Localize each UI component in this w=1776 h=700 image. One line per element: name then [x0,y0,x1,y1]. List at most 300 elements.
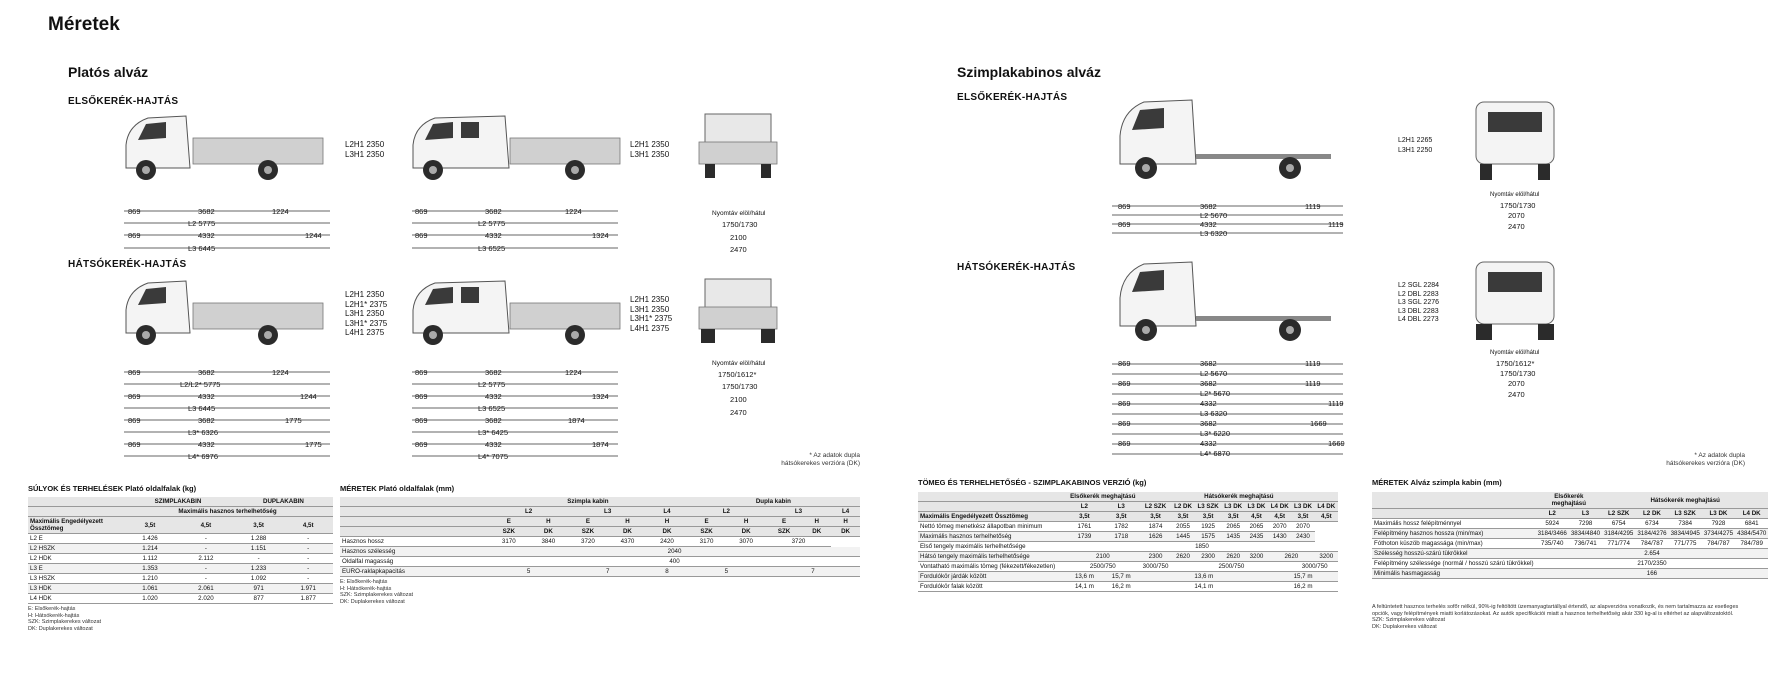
dim-total-length: L2/L2* 5775 [180,380,221,389]
table-cell: Első tengely maximális terhelhetősége [918,542,1066,552]
table-cell: L3 E [28,564,122,574]
table-cell: Hátsó tengely maximális terhelhetősége [918,552,1066,562]
table-cell: 736/741 [1569,539,1602,549]
dim-rear-overhang: 1119 [1328,220,1344,229]
dim-rear-overhang: 1224 [272,207,289,216]
table-cell: - [178,544,234,554]
table-cell: 3720 [568,537,608,547]
dim-wheelbase: 3682 [1200,359,1217,368]
table-cell: 7 [766,567,860,577]
table-cell: 3200 [1245,552,1268,562]
dim-front-overhang: 869 [415,392,428,401]
dim-total-length: L2 5670 [1200,369,1228,378]
table-cell: 16,2 m [1268,582,1338,592]
table-cell: Vontatható maximális tömeg (fékezett/fékezetlen) [918,562,1066,572]
rwd-label: HÁTSÓKERÉK-HAJTÁS [68,259,187,270]
section-title-chassis: Szimplakabinos alváz [957,64,1101,80]
table-cell: - [283,554,333,564]
dim-total-length: L3 6445 [188,244,216,253]
table-cell: 2040 [489,547,860,557]
dim-track: 1750/1730 [1500,369,1536,378]
dim-front-overhang: 869 [415,416,428,425]
table-cell: SZK [568,527,608,537]
dim-front-overhang: 869 [415,207,428,216]
dim-total-length: L2 5775 [478,219,506,228]
table-cell: DK [831,527,860,537]
dim-rear-overhang: 1244 [300,392,317,401]
dim-total-length: L3 6525 [478,244,506,253]
table-cell: 2420 [647,537,687,547]
table-cell: DK [647,527,687,537]
table-cell: L4 DK [1268,502,1291,512]
table-cell: L2 DK [1171,502,1194,512]
height-list-chassis-rwd: L2 SGL 2284 L2 DBL 2283 L3 SGL 2276 L3 DBL 2283 L4 DBL 2273 [1398,282,1439,323]
table-cell: 4384/5470 [1737,530,1767,537]
table-row [918,542,1338,552]
table-cell: DK [726,527,766,537]
chassis-side-drawing-rwd [1112,258,1342,348]
table-cell: L2 HDK [28,554,122,564]
dim-rear-overhang: 1119 [1305,359,1321,368]
table-cell: L2 SZK [1602,509,1635,519]
table-cell: 4,5t [1245,512,1268,522]
dim-total-length: L2* 5670 [1200,389,1231,398]
dim-total-length: L3 6320 [1200,409,1228,418]
dim-rear-overhang: 1874 [568,416,585,425]
table-cell: 2620 [1222,552,1245,562]
table-row [28,534,333,544]
table-cell: 2430 [1291,532,1314,542]
dim-track: 1750/1730 [722,382,758,391]
table-cell: 771/774 [1602,539,1635,549]
table-row [28,574,333,584]
table-cell: - [283,564,333,574]
table-cell: 2.112 [178,554,234,564]
dim-total-length: L2 5775 [478,380,506,389]
dim-front-overhang: 869 [1118,439,1131,448]
table-cell: 2435 [1245,532,1268,542]
table-row [918,572,1338,582]
table-cell: L2 HSZK [28,544,122,554]
dim-rear-overhang: 1775 [285,416,302,425]
table-cell: L3 HDK [28,584,122,594]
table-cell: SZK [687,527,727,537]
table-cell: 166 [1536,569,1769,579]
table-cell: L3 [1569,509,1602,519]
table-cell: 2.654 [1536,549,1769,559]
dim-rear-overhang: 1224 [565,207,582,216]
table-cell: 1.214 [122,544,178,554]
table-row [918,582,1338,592]
table-cell: 784/789 [1735,539,1768,549]
dimension-lines-fwd-double [408,205,628,255]
table-cell: 3,5t [1291,512,1314,522]
table-cell: H [802,517,831,527]
truck-rear-drawing-fwd [695,112,785,187]
table-row [340,557,860,567]
table-row [1372,539,1768,549]
dim-front-overhang: 869 [1118,359,1131,368]
table-cell: 771/775 [1669,539,1702,549]
table-cell: 15,7 m [1268,572,1338,582]
table-cell: DK [802,527,831,537]
table-cell: 1626 [1140,532,1172,542]
dim-wheelbase: 3682 [485,207,502,216]
table-cell: E [687,517,727,527]
table-cell: 784/787 [1702,539,1735,549]
dim-rear-overhang: 1324 [592,231,609,240]
dim-total-length: L3* 6425 [478,428,509,437]
table-cell: EURO-raklapkapacitás [340,567,489,577]
table-cell: 400 [489,557,860,567]
table-cell: 2070 [1268,522,1291,532]
platform-dimensions-table: Szimpla kabin Dupla kabin L2 L3 L4 L2 L3 L4 E H E H H E H E H H SZK DK SZK DK DK SZK DK SZK DK DK Hasznos hossz 3170 3840 3720 4370 2420 3170 3070 3720 Hasznos szélesség 2040 Oldalfal magasság 400 EURO-raklapkapacitás 5 7 8 5 7 [340,497,860,577]
dim-front-overhang: 869 [415,231,428,240]
table-cell: 971 [234,584,284,594]
dim-rear-overhang: 1119 [1328,399,1344,408]
table-cell: 1.092 [234,574,284,584]
dim-width: 2070 [1508,379,1525,388]
table-cell: L3 DK [1702,509,1735,519]
table-cell: H [647,517,687,527]
table-cell: 1.233 [234,564,284,574]
table-cell: Fordulókör járdák között [918,572,1066,582]
table-cell: Fóthoton küszöb magassága (min/max) [1372,539,1536,549]
table-cell: 2620 [1171,552,1194,562]
table-row [918,522,1338,532]
table-cell: 3840 [529,537,569,547]
dim-front-overhang: 869 [1118,202,1131,211]
table-cell: 15,7 m [1103,572,1140,582]
table-cell: Nettó tömeg menetkész állapotban minimum [918,522,1066,532]
dim-rear-overhang: 1119 [1305,379,1321,388]
footnote: * Az adatok dupla hátsókerekes verzióra (DK) [781,452,860,467]
table-cell: E [489,517,529,527]
section-title-platform: Platós alváz [68,64,149,80]
dim-front-overhang: 869 [1118,419,1131,428]
table-row [1372,559,1768,569]
table-cell: 1.877 [283,594,333,604]
table-cell: 877 [234,594,284,604]
table-cell: 5 [687,567,766,577]
fwd-label: ELSŐKERÉK-HAJTÁS [957,92,1068,103]
table-row [918,532,1338,542]
weights-table: SZIMPLAKABIN DUPLAKABIN Maximális hasznos terhelhetőség Maximális Engedélyezett Össztömeg 3,5t 4,5t 3,5t 4,5t L2 E 1.426 - 1.288 - L2 HSZK 1.214 - 1.151 - L2 HDK 1.112 2.112 - - L3 E 1.353 - 1.233 - L3 HSZK 1.210 - 1.092 - L3 HDK 1.061 2.061 971 1.971 L4 HDK 1.020 2.020 877 1.877 [28,497,333,604]
dimension-lines-fwd-single [120,205,340,255]
dim-width: 2070 [1508,211,1525,220]
table-cell: 7384 [1669,519,1702,529]
chassis-rear-drawing-rwd [1470,258,1560,348]
dim-wheelbase: 3682 [485,368,502,377]
chassis-side-drawing-fwd [1112,96,1342,186]
dim-wheelbase: 4332 [198,231,215,240]
table-cell: 2620 [1268,552,1315,562]
table-cell: 6734 [1635,519,1668,529]
table-legend: E: Elsőkerék-hajtás H: Hátsókerék-hajtás SZK: Szimplakerekes változat DK: Duplakerekes változat [340,579,414,605]
table-cell: 2300 [1140,552,1172,562]
height-list-fwd-single: L2H1 2350 L3H1 2350 [345,140,385,159]
chassis-rear-drawing-fwd [1470,98,1560,188]
truck-side-drawing-rwd-single [118,275,348,355]
table-cell: Szélesség hosszú-szárú tükrökkel [1372,549,1536,559]
table-cell: 3834/4840 [1570,530,1601,537]
dim-width-mirrors: 2470 [730,408,747,417]
table-cell: 3,5t [1222,512,1245,522]
table-cell: - [283,544,333,554]
table-row [340,537,860,547]
table-cell: L4 DK [1735,509,1768,519]
page-title: Méretek [48,14,120,35]
table-cell: 1874 [1140,522,1172,532]
table-cell: - [234,554,284,564]
table-cell: H [608,517,648,527]
dim-width-mirrors: 2470 [730,245,747,254]
chassis-dimensions-table: Elsőkerék meghajtású Hátsókerék meghajtású L2 L3 L2 SZK L2 DK L3 SZK L3 DK L4 DK Maximális hossz felépítménnyel 5924 7298 6754 6734 7384 7928 6841 Felépítmény hasznos hossza (min/max) 3184/3466 3834/4840 3184/4295 3184/4276 3834/4945 3734/4275 4384/5470 Fóthoton küszöb magassága (min/max) 735/740 736/741 771/774 784/787 771/775 784/787 784/789 Szélesség hosszú-szárú tükrökkel 2.654 Felépítmény szélessége (normál / hosszú szárú tükrökkel) 2170/2350 Minimális hasmagasság 166 [1374,493,1767,577]
table-cell: 1761 [1066,522,1103,532]
table-cell: L3 [1103,502,1140,512]
dim-wheelbase: 3682 [485,416,502,425]
table-cell: 14,1 m [1140,582,1268,592]
dim-front-overhang: 869 [128,368,141,377]
table-cell: L2 [1536,509,1569,519]
dim-total-length: L3* 6326 [188,428,219,437]
table-cell: Felépítmény szélessége (normál / hosszú szárú tükrökkel) [1374,560,1534,567]
table-cell: 1.151 [234,544,284,554]
dim-front-overhang: 869 [1118,220,1131,229]
dim-width-mirrors: 2470 [1508,390,1525,399]
table-cell: 16,2 m [1103,582,1140,592]
dim-total-length: L4* 7075 [478,452,509,461]
dim-total-length: L2 5670 [1200,211,1228,220]
table-legend: A feltüntetett hasznos terhelés sofőr nélkül, 90%-ig feltöltött üzemanyagtartállyal értendő, az alapverzióra vonatkozik, és nem tartalmazza az esetleges opciók, vagy felépítmények miatti korlátozásokat. Az autók specifikációi miatt a hasznos terhelhetőség akár 330 kg-al is eltérhet az alapváltozatoktól. SZK: Szimplakerekes változat DK: Duplakerekes változat [1372,604,1739,630]
dim-wheelbase: 4332 [485,231,502,240]
table-legend: E: Elsőkerék-hajtás H: Hátsókerék-hajtás SZK: Szimplakerekes változat DK: Duplakerekes változat [28,606,102,632]
table-row [28,554,333,564]
table-cell: 2070 [1291,522,1314,532]
dimension-lines-rwd-double [408,368,628,466]
table-cell: 1.020 [122,594,178,604]
table-cell: 7298 [1569,519,1602,529]
table-cell: L3 DK [1291,502,1314,512]
table-cell: L3 SZK [1669,509,1702,519]
height-list-chassis-fwd: L2H1 2265 L3H1 2250 [1398,137,1433,154]
table-cell: Maximális hasznos terhelhetőség [918,532,1066,542]
truck-side-drawing-rwd-double [405,275,635,355]
table-cell: 1.210 [122,574,178,584]
table-cell: DK [529,527,569,537]
dim-wheelbase: 3682 [198,207,215,216]
table-cell: 1.061 [122,584,178,594]
height-list-rwd-double: L2H1 2350 L3H1 2350 L3H1* 2375 L4H1 2375 [630,295,673,333]
table-row [28,594,333,604]
table-cell: 3000/750 [1291,562,1338,572]
table-cell: L4 DK [1315,502,1338,512]
table-cell: 3170 [489,537,529,547]
table-cell: L3 DK [1245,502,1268,512]
table-title-dimensions: MÉRETEK Plató oldalfalak (mm) [340,484,455,493]
dim-total-length: L4* 6976 [188,452,219,461]
table-row [1372,529,1768,539]
table-cell: 2500/750 [1066,562,1140,572]
table-cell: 5924 [1536,519,1569,529]
table-cell: 1.426 [122,534,178,544]
table-cell: 784/787 [1635,539,1668,549]
table-cell: 2300 [1195,552,1222,562]
dim-rear-overhang: 1669 [1328,439,1345,448]
table-cell: 2055 [1171,522,1194,532]
table-cell: 735/740 [1536,539,1569,549]
table-cell: 1718 [1103,532,1140,542]
table-cell: Maximális hossz felépítménnyel [1372,519,1536,529]
table-cell: 3,5t [1103,512,1140,522]
table-cell: 1445 [1171,532,1194,542]
table-cell: 3170 [687,537,727,547]
table-cell: 2065 [1245,522,1268,532]
table-row [28,564,333,574]
dim-front-overhang: 869 [1118,379,1131,388]
table-cell: - [178,564,234,574]
table-cell: 2.020 [178,594,234,604]
dim-front-overhang: 869 [128,392,141,401]
table-cell: 13,6 m [1140,572,1268,582]
table-cell: 2500/750 [1171,562,1291,572]
table-cell: H [529,517,569,527]
table-cell: 8 [647,567,687,577]
table-cell: L3 DK [1222,502,1245,512]
dim-rear-overhang: 1244 [305,231,322,240]
truck-side-drawing-fwd-double [405,110,635,190]
chassis-mass-table: Elsőkerék meghajtású Hátsókerék meghajtású L2 L3 L2 SZK L2 DK L3 SZK L3 DK L3 DK L4 DK L3 DK L4 DK Maximális Engedélyezett Össztömeg 3,5t 3,5t 3,5t 3,5t 3,5t 3,5t 4,5t 4,5t 3,5t 4,5t Nettó tömeg menetkész állapotban minimum 1761 1782 1874 2055 1925 2065 2065 2070 2070 Maximális hasznos terhelhetőség 1739 1718 1626 1445 1575 1435 2435 1430 2430 Első tengely maximális terhelhetősége 1850 Hátsó tengely maximális terhelhetősége 2100 2300 2620 2300 2620 3200 2620 3200 Vontatható maximális tömeg (fékezett/fékezetlen) 2500/750 3000/750 2500/750 3000/750 Fordulókör járdák között 13,6 m 15,7 m 13,6 m 15,7 m Fordulókör falak között 14,1 m 16,2 m 14,1 m 16,2 m [918,492,1338,592]
table-cell: Hasznos szélesség [340,547,489,557]
table-cell: - [178,574,234,584]
track-caption: Nyomtáv elöl/hátul [712,360,766,367]
dim-track: 1750/1730 [722,220,758,229]
table-row [1372,549,1768,559]
dim-rear-overhang: 1874 [592,440,609,449]
table-cell: 1.353 [122,564,178,574]
table-cell: L2 SZK [1140,502,1172,512]
table-cell: 3200 [1315,552,1338,562]
table-cell: - [178,534,234,544]
dim-wheelbase: 4332 [1200,220,1217,229]
table-cell: 3,5t [1195,512,1222,522]
table-cell: 1739 [1066,532,1103,542]
table-row [340,547,860,557]
table-cell: H [831,517,860,527]
table-title-mass: TÖMEG ÉS TERHELHETŐSÉG - SZIMPLAKABINOS VERZIÓ (kg) [918,478,1147,487]
table-cell: L2 DK [1635,509,1668,519]
table-cell: 1575 [1195,532,1222,542]
dimension-lines-rwd-single [120,368,340,466]
dim-rear-overhang: 1224 [272,368,289,377]
dim-wheelbase: 4332 [485,392,502,401]
table-cell: 4370 [608,537,648,547]
table-cell: L3 SZK [1195,502,1222,512]
dim-rear-overhang: 1119 [1305,202,1321,211]
table-cell: 4,5t [1315,512,1338,522]
dimension-lines-chassis-rwd [1108,360,1353,462]
table-cell: 2170/2350 [1536,559,1769,569]
table-cell: 13,6 m [1066,572,1103,582]
table-cell: 3184/4276 [1637,530,1667,537]
truck-rear-drawing-rwd [695,277,785,352]
dim-front-overhang: 869 [128,440,141,449]
table-cell: 3,5t [1171,512,1194,522]
dim-wheelbase: 4332 [1200,399,1217,408]
dim-rear-overhang: 1224 [565,368,582,377]
dim-total-length: L2 5775 [188,219,216,228]
table-cell: 3070 [726,537,766,547]
table-cell: E [766,517,802,527]
dim-width: 2100 [730,233,747,242]
table-cell: 1925 [1195,522,1222,532]
dim-total-length: L3 6445 [188,404,216,413]
table-cell: 1.112 [122,554,178,564]
table-cell: H [726,517,766,527]
table-cell: Fordulókör falak között [918,582,1066,592]
dim-total-length: L4* 6870 [1200,449,1231,458]
dim-wheelbase: 4332 [198,392,215,401]
dim-front-overhang: 869 [128,207,141,216]
table-row [1372,519,1768,529]
table-cell: 6841 [1735,519,1768,529]
dim-track: 1750/1730 [1500,201,1536,210]
table-cell: Minimális hasmagasság [1372,569,1536,579]
table-cell: 14,1 m [1066,582,1103,592]
dim-wheelbase: 3682 [1200,379,1217,388]
table-cell: 7928 [1702,519,1735,529]
table-row [1372,569,1768,579]
dim-total-length: L3* 6220 [1200,429,1231,438]
table-cell: 6754 [1602,519,1635,529]
table-cell: SZK [489,527,529,537]
truck-side-drawing-fwd-single [118,110,348,190]
dim-wheelbase: 3682 [198,368,215,377]
table-cell: Oldalfal magasság [340,557,489,567]
table-row [918,562,1338,572]
table-cell: 1435 [1222,532,1245,542]
fwd-label: ELSŐKERÉK-HAJTÁS [68,96,179,107]
dim-wheelbase: 3682 [1200,202,1217,211]
table-cell: 3000/750 [1140,562,1172,572]
table-cell: L2 E [28,534,122,544]
dim-total-length: L3 6320 [1200,229,1228,238]
dim-front-overhang: 869 [128,416,141,425]
track-caption: Nyomtáv elöl/hátul [712,210,766,217]
table-cell: 1430 [1268,532,1291,542]
table-row [340,567,860,577]
table-cell: 2100 [1066,552,1140,562]
table-cell: 2065 [1222,522,1245,532]
table-cell: 3734/4275 [1703,530,1734,537]
dim-rear-overhang: 1324 [592,392,609,401]
table-cell: 1.971 [283,584,333,594]
dim-front-overhang: 869 [415,440,428,449]
table-cell: Hasznos hossz [340,537,489,547]
table-cell: - [283,534,333,544]
table-cell: 2.061 [178,584,234,594]
table-cell: 1782 [1103,522,1140,532]
dim-wheelbase: 4332 [198,440,215,449]
dim-width: 2100 [730,395,747,404]
table-cell: E [568,517,608,527]
table-cell: 5 [489,567,568,577]
table-cell: 3720 [766,537,831,547]
table-cell: DK [608,527,648,537]
dim-rear-overhang: 1775 [305,440,322,449]
dim-wheelbase: 4332 [1200,439,1217,448]
dim-front-overhang: 869 [415,368,428,377]
